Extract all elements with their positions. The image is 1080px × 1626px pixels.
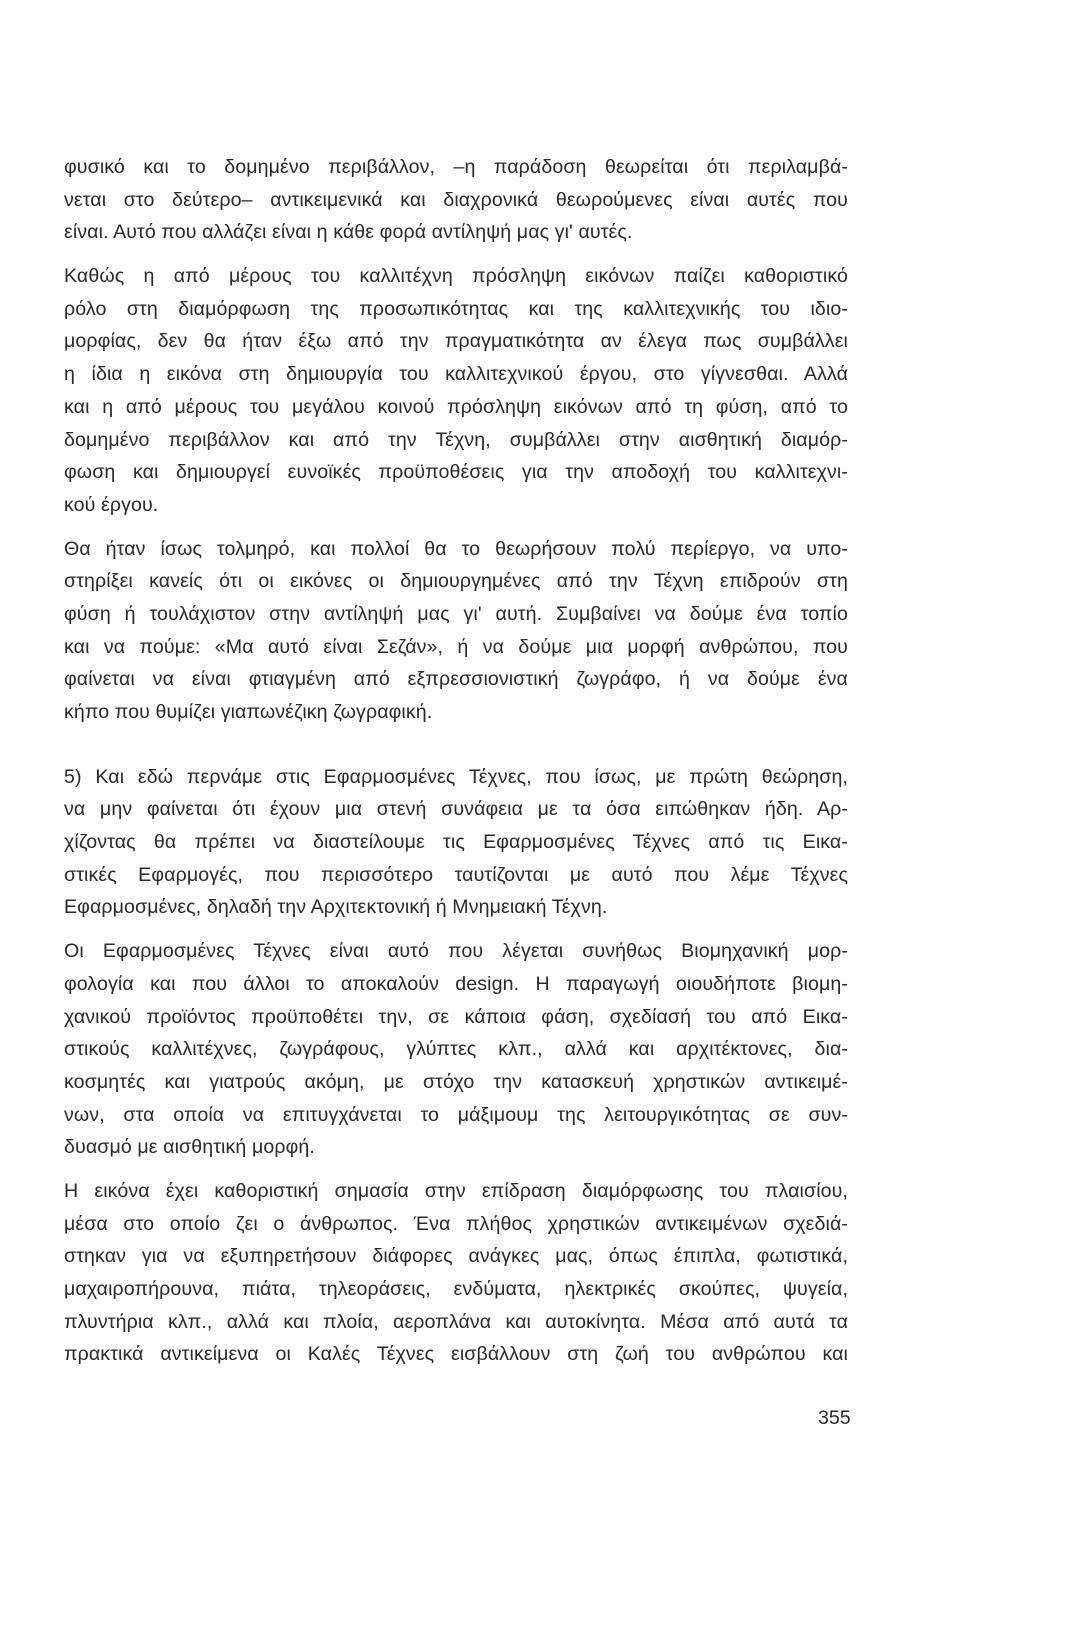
text-line: φωση και δημιουργεί ευνοϊκές προϋποθέσεις για την αποδοχή του καλλιτεχνι- <box>64 461 848 484</box>
text-line: Η εικόνα έχει καθοριστική σημασία στην επίδραση διαμόρφωσης του πλαισίου, <box>64 1179 848 1202</box>
text-line: Καθώς η από μέρους του καλλιτέχνη πρόσληψη εικόνων παίζει καθοριστικό <box>64 265 848 288</box>
text-line: 5) Και εδώ περνάμε στις Εφαρμοσμένες Τέχνες, που ίσως, με πρώτη θεώρηση, <box>64 765 848 788</box>
text-line: χανικού προϊόντος προϋποθέτει την, σε κάποια φάση, σχεδίασή του από Εικα- <box>64 1005 848 1028</box>
text-line: νων, στα οποία να επιτυγχάνεται το μάξιμουμ της λειτουργικότητας σε συν- <box>64 1103 848 1126</box>
text-line: είναι. Αυτό που αλλάζει είναι η κάθε φορά αντίληψή μας γι' αυτές. <box>64 221 633 244</box>
text-line: Οι Εφαρμοσμένες Τέχνες είναι αυτό που λέγεται συνήθως Βιομηχανική μορ- <box>64 940 848 963</box>
paragraph-6 <box>64 1175 848 1371</box>
text-line: και η από μέρους του μεγάλου κοινού πρόσληψη εικόνων από τη φύση, από το <box>64 395 848 418</box>
text-line: στικούς καλλιτέχνες, ζωγράφους, γλύπτες κλπ., αλλά και αρχιτέκτονες, δια- <box>64 1038 848 1061</box>
text-column <box>64 151 848 1371</box>
text-line: Θα ήταν ίσως τολμηρό, και πολλοί θα το θεωρήσουν πολύ περίεργο, να υπο- <box>64 537 848 560</box>
text-line: φύση ή τουλάχιστον στην αντίληψή μας γι' αυτή. Συμβαίνει να δούμε ένα τοπίο <box>64 602 848 625</box>
text-line: χίζοντας θα πρέπει να διαστείλουμε τις Εφαρμοσμένες Τέχνες από τις Εικα- <box>64 831 848 854</box>
text-line: να μην φαίνεται ότι έχουν μια στενή συνάφεια με τα όσα ειπώθηκαν ήδη. Αρ- <box>64 798 848 821</box>
text-line: στικές Εφαρμογές, που περισσότερο ταυτίζονται με αυτό που λέμε Τέχνες <box>64 863 848 886</box>
text-line: μέσα στο οποίο ζει ο άνθρωπος. Ένα πλήθος χρηστικών αντικειμένων σχεδιά- <box>64 1212 848 1235</box>
text-line: φυσικό και το δομημένο περιβάλλον, –η παράδοση θεωρείται ότι περιλαμβά- <box>64 156 848 178</box>
text-line: φαίνεται να είναι φτιαγμένη από εξπρεσσιονιστική ζωγράφο, ή να δούμε ένα <box>64 668 848 691</box>
page-number: 355 <box>818 1407 851 1429</box>
text-line: δυασμό με αισθητική μορφή. <box>64 1136 315 1159</box>
text-line: και να πούμε: «Μα αυτό είναι Σεζάν», ή να δούμε μια μορφή ανθρώπου, που <box>64 635 848 658</box>
text-line: κού έργου. <box>64 493 159 516</box>
text-line: στηρίξει κανείς ότι οι εικόνες οι δημιουργημένες από την Τέχνη επιδρούν στη <box>64 570 848 593</box>
paragraph-4 <box>64 761 848 924</box>
paragraph-3 <box>64 533 848 729</box>
text-line: πρακτικά αντικείμενα οι Καλές Τέχνες εισβάλλουν στη ζωή του ανθρώπου και <box>64 1343 848 1366</box>
paragraph-1 <box>64 151 848 249</box>
text-line: η ίδια η εικόνα στη δημιουργία του καλλιτεχνικού έργου, στο γίγνεσθαι. Αλλά <box>64 363 848 386</box>
text-line: Εφαρμοσμένες, δηλαδή την Αρχιτεκτονική ή Μνημειακή Τέχνη. <box>64 896 608 919</box>
text-line: νεται στο δεύτερο– αντικειμενικά και διαχρονικά θεωρούμενες είναι αυτές που <box>64 188 848 211</box>
paragraph-2 <box>64 260 848 522</box>
text-line: κοσμητές και γιατρούς ακόμη, με στόχο την κατασκευή χρηστικών αντικειμέ- <box>64 1070 848 1093</box>
text-line: μορφίας, δεν θα ήταν έξω από την πραγματικότητα αν έλεγα πως συμβάλλει <box>64 330 848 353</box>
text-line: ρόλο στη διαμόρφωση της προσωπικότητας και της καλλιτεχνικής του ιδιο- <box>64 297 848 320</box>
text-line: στηκαν για να εξυπηρετήσουν διάφορες ανάγκες μας, όπως έπιπλα, φωτιστικά, <box>64 1245 848 1268</box>
text-line: πλυντήρια κλπ., αλλά και πλοία, αεροπλάνα και αυτοκίνητα. Μέσα από αυτά τα <box>64 1310 848 1333</box>
text-line: κήπο που θυμίζει γιαπωνέζικη ζωγραφική. <box>64 701 433 723</box>
paragraph-5 <box>64 935 848 1164</box>
text-line: μαχαιροπήρουνα, πιάτα, τηλεοράσεις, ενδύματα, ηλεκτρικές σκούπες, ψυγεία, <box>64 1278 848 1300</box>
text-line: δομημένο περιβάλλον και από την Τέχνη, συμβάλλει στην αισθητική διαμόρ- <box>64 428 848 451</box>
text-line: φολογία και που άλλοι το αποκαλούν design. Η παραγωγή οιουδήποτε βιομη- <box>64 972 848 995</box>
